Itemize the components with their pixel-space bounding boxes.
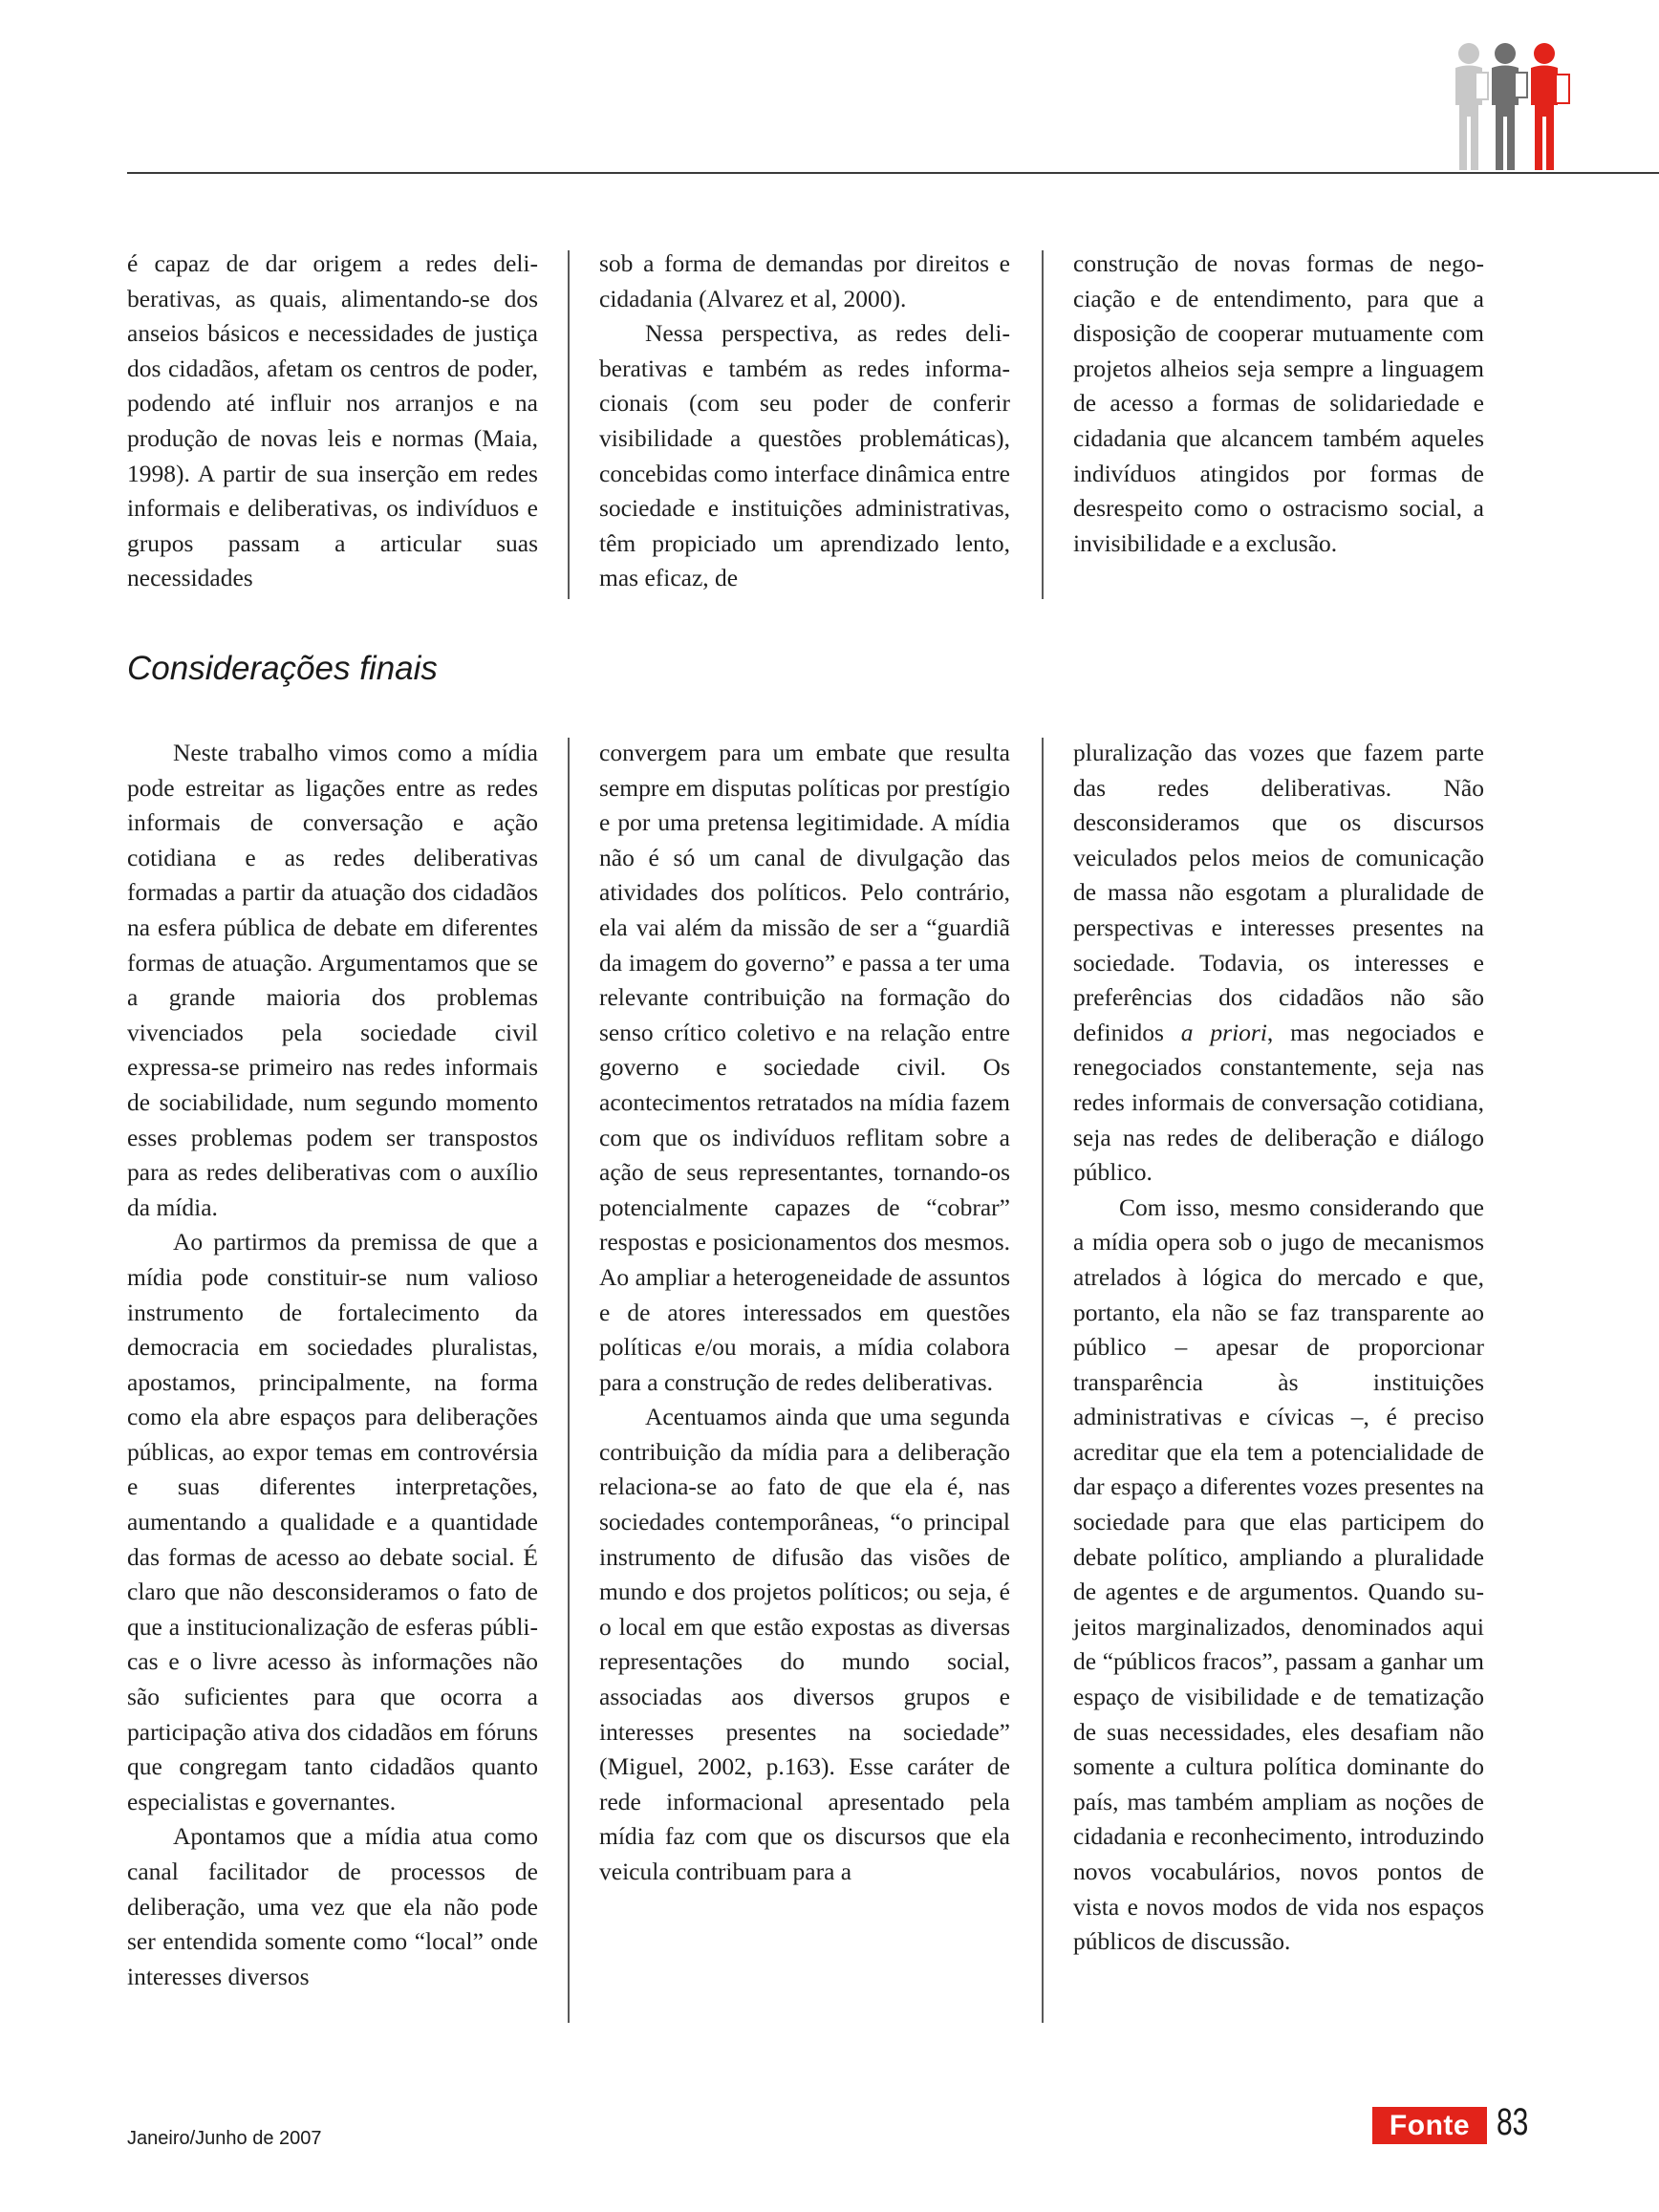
column-divider — [568, 738, 570, 2023]
section-column-2 — [599, 736, 1010, 1890]
column-divider — [1042, 250, 1044, 599]
section-column-3 — [1073, 736, 1484, 1960]
section-col3-emphasis: a priori — [1180, 1018, 1267, 1046]
brand-logo: Fonte — [1372, 2107, 1487, 2144]
column-divider — [1042, 738, 1044, 2023]
section-col1-paragraph-1: Neste trabalho vimos como a mídia pode estreitar as ligações entre as redes informais de conversação e ação cotidiana e as redes deliberativas formadas a partir da atuação dos cidadãos na esfera pública de debate em diferentes formas de atuação. Argumentamos que se a grande maioria dos problemas vivenciados pela sociedade civil expressa-se primeiro nas redes informais de sociabilidade, num segundo momento esses problemas podem ser transpostos para as redes deliberativas com o auxílio da mídia. — [127, 739, 538, 1221]
three-people-figures-icon — [1448, 42, 1582, 174]
top-col2-paragraph-1: sob a forma de demandas por direitos e cidadania (Alvarez et al, 2000). — [599, 249, 1010, 312]
column-divider — [568, 250, 570, 599]
section-col3-paragraph-1 — [1073, 736, 1484, 1191]
page-number: 83 — [1497, 2101, 1529, 2143]
section-column-1 — [127, 736, 538, 1994]
section-title: Considerações finais — [127, 650, 438, 687]
header-rule — [127, 172, 1659, 174]
issue-date: Janeiro/Junho de 2007 — [127, 2128, 322, 2149]
top-column-3 — [1073, 247, 1484, 561]
top-col1-paragraph: é capaz de dar origem a redes deliberativas, as quais, alimentando-se dos anseios básicos e necessidades de justiça dos cidadãos, afetam os centros de poder, podendo até influir nos arranjos e na produção de novas leis e normas (Maia, 1998). A partir de sua inserção em redes informais e deliberativas, os indivíduos e grupos passam a articular suas necessidades — [127, 249, 538, 592]
section-col3-text-a: pluralização das vozes que fazem parte das redes deliberativas. Não desconsideramos que os discursos veiculados pelos meios de comunicação de massa não esgotam a pluralidade de perspectivas e interesses presentes na sociedade. Todavia, os interesses e preferências dos cidadãos não são definidos — [1073, 739, 1484, 1046]
section-col2-paragraph-1: convergem para um embate que resulta sempre em disputas políticas por prestígio e por uma pretensa legitimidade. A mídia não é só um canal de divulgação das atividades dos políticos. Pelo contrário, ela vai além da missão de ser a “guardiã da imagem do governo” e passa a ter uma relevante contribuição na formação do senso crítico coletivo e na relação entre governo e sociedade civil. Os acontecimentos retratados na mídia fazem com que os indivíduos reflitam sobre a ação de seus representantes, tornando-os potencialmente capazes de “cobrar” respostas e posicionamentos dos mesmos. Ao ampliar a heterogeneidade de assuntos e de atores interessados em questões políticas e/ou morais, a mídia colabora para a construção de redes deliberativas. — [599, 739, 1010, 1396]
top-column-2 — [599, 247, 1010, 596]
section-col3-text-b: , mas negociados e renegociados constantemente, seja nas redes informais de conversação cotidiana, seja nas redes de deliberação e diálogo público. — [1073, 1018, 1485, 1187]
top-col3-paragraph: construção de novas formas de negociação e de entendimento, para que a disposição de cooperar mutuamente com projetos alheios seja sempre a linguagem de acesso a formas de solidariedade e cidadania que alcancem também aqueles indivíduos atingidos por formas de desrespeito como o ostracismo social, a invisibilidade e a exclusão. — [1073, 249, 1484, 557]
top-col2-paragraph-2: Nessa perspectiva, as redes deliberativas e também as redes informacionais (com seu poder de conferir visibilidade a questões problemáticas), concebidas como interface dinâmica entre sociedade e instituições administrativas, têm propiciado um aprendizado lento, mas eficaz, de — [599, 319, 1010, 592]
section-col1-paragraph-3: Apontamos que a mídia atua como canal facilitador de processos de deliberação, uma vez que ela não pode ser entendida somente como “local” onde interesses diversos — [127, 1822, 538, 1990]
section-col3-paragraph-2: Com isso, mesmo considerando que a mídia opera sob o jugo de mecanismos atrelados à lógica do mercado e que, portanto, ela não se faz transparente ao público – apesar de proporcionar transparência às instituições administrativas e cívicas –, é preciso acreditar que ela tem a potencialidade de dar espaço a diferentes vozes presentes na sociedade para que elas participem do debate político, ampliando a pluralidade de agentes e de argumentos. Quando sujeitos marginalizados, denominados aqui de “públicos fracos”, passam a ganhar um espaço de visibilidade e de tematização de suas necessidades, eles desafiam não somente a cultura política dominante do país, mas também ampliam as noções de cidadania e reconhecimento, introduzindo novos vocabulários, novos pontos de vista e novos modos de vida nos espaços públicos de discussão. — [1073, 1192, 1484, 1956]
section-col1-paragraph-2: Ao partirmos da premissa de que a mídia pode constituir-se num valioso instrumento de fortalecimento da democracia em sociedades pluralistas, apostamos, principalmente, na forma como ela abre espaços para deliberações públicas, ao expor temas em controvérsia e suas diferentes interpretações, aumentando a qualidade e a quantidade das formas de acesso ao debate social. É claro que não desconsideramos o fato de que a institucionalização de esferas públicas e o livre acesso às informações não são suficientes para que ocorra a participação ativa dos cidadãos em fóruns que congregam tanto cidadãos quanto especialistas e governantes. — [127, 1228, 538, 1815]
section-col2-paragraph-2: Acentuamos ainda que uma segunda contribuição da mídia para a deliberação relaciona-se ao fato de que ela é, nas sociedades contemporâneas, “o principal instrumento de difusão das visões de mundo e dos projetos políticos; ou seja, é o local em que estão expostas as diversas representações do mundo social, associadas aos diversos grupos e interesses presentes na sociedade” (Miguel, 2002, p.163). Esse caráter de rede informacional apresentado pela mídia faz com que os discursos que ela veicula contribuam para a — [599, 1403, 1010, 1885]
top-column-1 — [127, 247, 538, 596]
